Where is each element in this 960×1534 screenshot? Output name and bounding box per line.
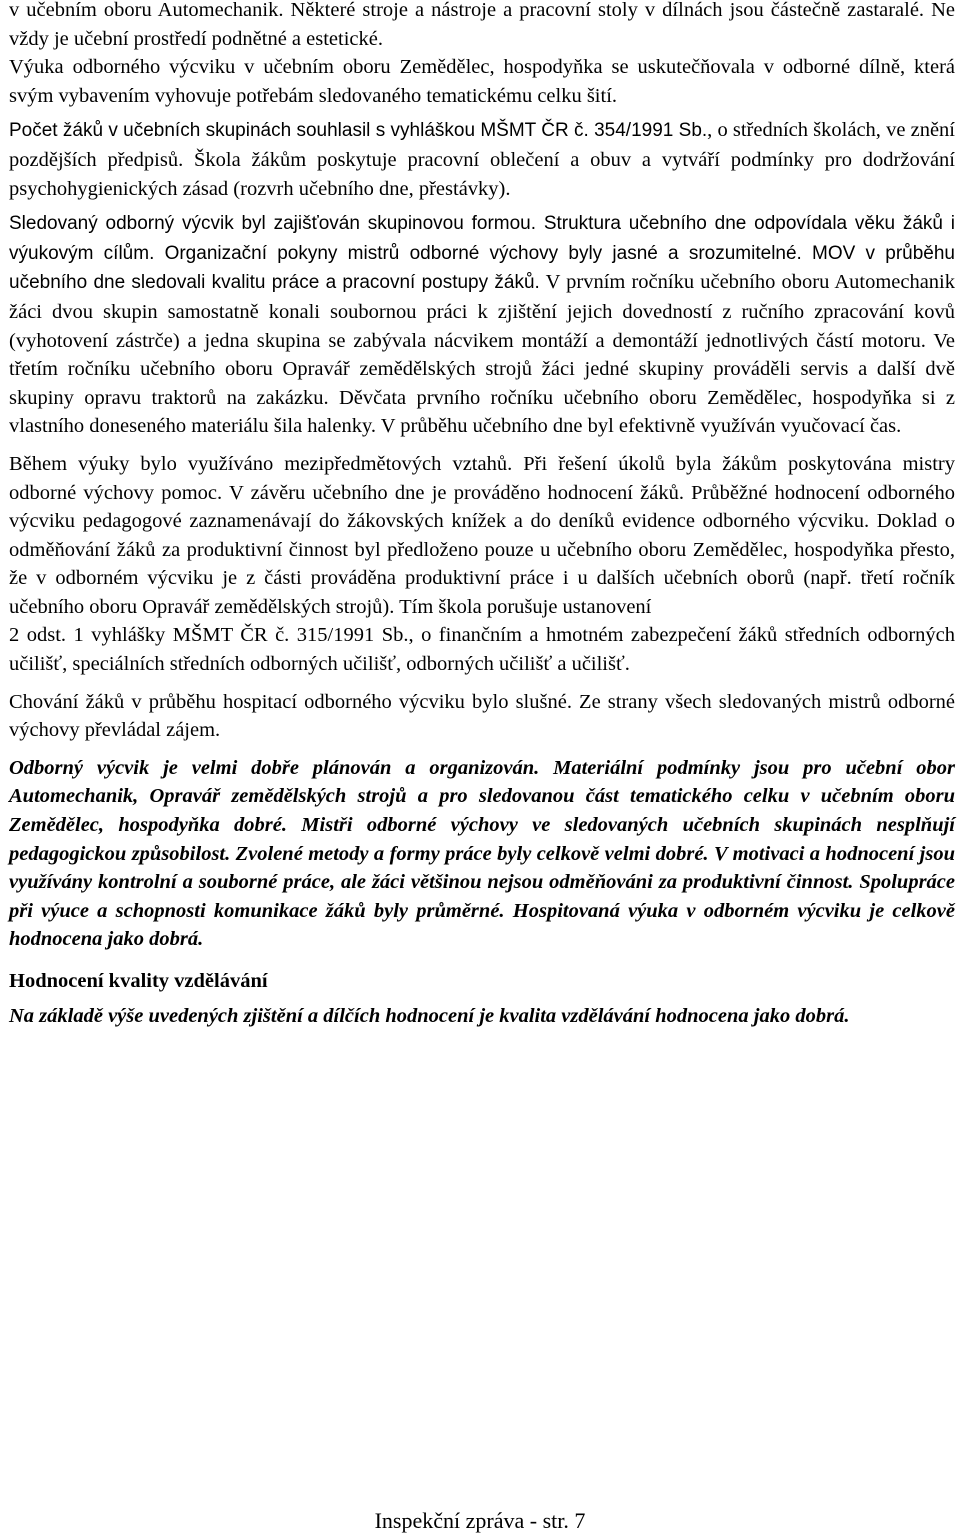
document-page <box>9 0 955 1030</box>
paragraph-evaluation-main: Během výuky bylo využíváno mezipředmětových vztahů. Při řešení úkolů byla žákům poskytována mistry odborné výchovy pomoc. V závěru učebního dne je prováděno hodnocení žáků. Průběžné hodnocení odborného výcviku pedagogové zaznamenávají do žákovských knížek a do deníků evidence odborného výcviku. Doklad o odměňování žáků za produktivní činnost byl předloženo pouze u učebního oboru Zemědělec, hospodyňka přesto, že v odborném výcviku je z části prováděna produktivní práce i u dalších učebních oborů (např. třetí ročník učebního oboru Opravář zemědělských strojů). Tím škola porušuje ustanovení <box>9 452 955 618</box>
paragraph-sewing-workshop: Výuka odborného výcviku v učebním oboru Zemědělec, hospodyňka se uskutečňovala v odborné dílně, která svým vybavením vyhovuje potřebám sledovaného tematickému celku šití. <box>9 56 955 107</box>
paragraph-equipment: v učebním oboru Automechanik. Některé stroje a nástroje a pracovní stoly v dílnách jsou částečně zastaralé. Ne vždy je učební prostředí podnětné a estetické. <box>9 0 955 50</box>
paragraph-summary: Odborný výcvik je velmi dobře plánován a organizován. Materiální podmínky jsou pro učební obor Automechanik, Opravář zemědělských strojů a pro sledovanou část tematického celku v učebním oboru Zemědělec, hospodyňka dobré. Mistři odborné výchovy ve sledovaných učebních skupinách nesplňují pedagogickou způsobilost. Zvolené metody a formy práce byly celkově velmi dobré. V motivaci a hodnocení jsou využívány kontrolní a souborné práce, ale žáci většinou nejsou odměňováni za produktivní činnost. Spolupráce při výuce a schopnosti komunikace žáků byly průměrné. Hospitovaná výuka v odborném výcviku je celkově hodnocena jako dobrá. <box>9 756 955 951</box>
paragraph-evaluation <box>9 450 955 679</box>
paragraph-training-organization-lead: Sledovaný odborný výcvik byl zajišťován skupinovou formou. Struktura učebního dne odpovídala věku žáků i výukovým cílům. Organizační pokyny mistrů odborné výchovy byly jasné a srozumitelné. MOV v průběhu učebního dne sledovali kvalitu práce a pracovní postupy žáků. <box>9 213 955 294</box>
page-footer: Inspekční zpráva - str. 7 <box>374 1508 586 1533</box>
paragraph-training-organization <box>9 209 955 441</box>
paragraph-behavior: Chování žáků v průběhu hospitací odborného výcviku bylo slušné. Ze strany všech sledovaných mistrů odborné výchovy převládal zájem. <box>9 690 955 742</box>
paragraph-group-size-lead: Počet žáků v učebních skupinách souhlasil s vyhláškou MŠMT ČR č. 354/1991 Sb. <box>9 120 708 142</box>
paragraph-group-size <box>9 116 955 203</box>
paragraph-training-organization-rest: V prvním ročníku učebního oboru Automechanik žáci dvou skupin samostatně konali soubornou práci k zjištění jejich dovedností z ručního zpracování kovů (vyhotovení zástrče) a jedna skupina se zabývala nácvikem montáží a demontáží jednotlivých částí motoru. Ve třetím ročníku učebního oboru Opravář zemědělských strojů žáci jedné skupiny prováděli servis a další dvě skupiny opravu traktorů na zakázku. Děvčata prvního ročníku učebního oboru Zemědělec, hospodyňka si z vlastního doneseného materiálu šila halenky. V průběhu učebního dne byl efektivně využíván vyučovací čas. <box>9 271 956 438</box>
paragraph-group-size-rest: , o středních školách, ve znění pozdějších předpisů. Škola žákům poskytuje pracovní oblečení a obuv a vytváří podmínky pro dodržování psychohygienických zásad (rozvrh učebního dne, přestávky). <box>9 119 955 200</box>
section-heading-quality: Hodnocení kvality vzdělávání <box>9 970 268 992</box>
paragraph-conclusion: Na základě výše uvedených zjištění a dílčích hodnocení je kvalita vzdělávání hodnocena jako dobrá. <box>9 1004 850 1027</box>
paragraph-evaluation-regulation: 2 odst. 1 vyhlášky MŠMT ČR č. 315/1991 Sb., o finančním a hmotném zabezpečení žáků středních odborných učilišť, speciálních středních odborných učilišť, odborných učilišť a učilišť. <box>9 624 955 676</box>
